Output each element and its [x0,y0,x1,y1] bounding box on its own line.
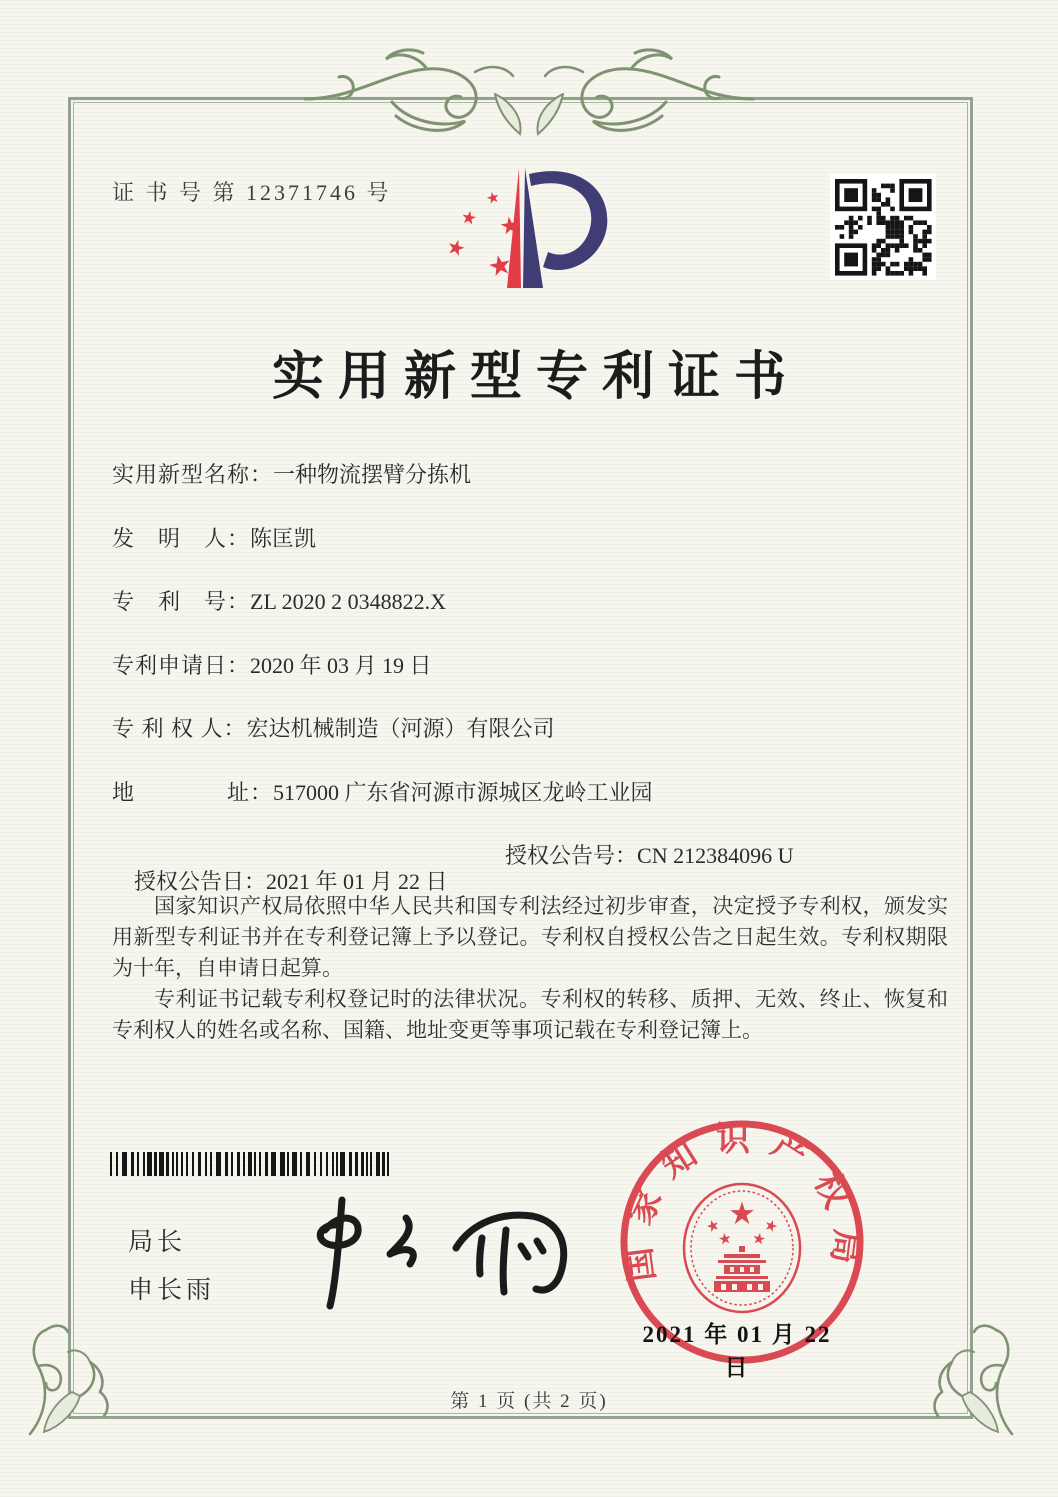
page-title: 实用新型专利证书 [271,349,800,406]
seal-arc-text: 国家知识产权局 [618,1121,866,1284]
field-value: 陈匡凯 [250,525,317,551]
page-footer: 第 1 页 (共 2 页) [450,1391,608,1412]
field-value: 517000 广东省河源市源城区龙岭工业园 [273,779,653,805]
qr-code [830,174,936,280]
seal-date: 2021 年 01 月 22 日 [642,1322,832,1380]
field-label: 发 明 人： [112,525,251,551]
field-row-patentee [112,712,948,776]
field-value: CN 212384096 U [637,843,794,868]
field-row-name [112,458,948,522]
field-value: ZL 2020 2 0348822.X [250,589,446,614]
field-value: 2021 年 01 月 22 日 [266,869,448,894]
cnipa-logo-icon [437,160,617,300]
svg-text:国家知识产权局 [618,1121,865,1284]
field-label: 实用新型名称： [112,462,274,487]
barcode [110,1152,392,1176]
grant-row [112,839,948,894]
field-row-inventor [112,522,948,586]
certificate-number: 证 书 号 第 12371746 号 [112,180,392,205]
legal-text [112,891,948,1046]
field-label: 授权公告号： [505,843,638,868]
signer-name: 申长雨 [128,1277,216,1304]
signature-shen-changyu [280,1188,580,1320]
legal-paragraph-1: 国家知识产权局依照中华人民共和国专利法经过初步审查，决定授予专利权，颁发实用新型专利证书并在专利登记簿上予以登记。专利权自授权公告之日起生效。专利权期限为十年，自申请日起算。 [112,894,948,980]
field-value: 一种物流摆臂分拣机 [273,462,472,487]
field-list [112,458,948,894]
field-label: 授权公告日： [134,869,267,894]
field-label: 专 利 号： [112,589,251,614]
field-label: 地 址： [112,779,274,805]
field-row-address [112,776,948,840]
field-label: 专 利 权 人： [112,716,247,741]
grant-no-group [505,839,793,870]
field-row-patent-no [112,585,948,649]
field-label: 专利申请日： [112,652,251,678]
signer-title: 局长 [128,1229,187,1256]
legal-paragraph-2: 专利证书记载专利权登记时的法律状况。专利权的转移、质押、无效、终止、恢复和专利权人的姓名或名称、国籍、地址变更等事项记载在专利登记簿上。 [112,987,948,1042]
field-row-filing-date [112,649,948,713]
field-value: 2020 年 03 月 19 日 [250,652,432,678]
field-value: 宏达机械制造（河源）有限公司 [246,716,555,741]
